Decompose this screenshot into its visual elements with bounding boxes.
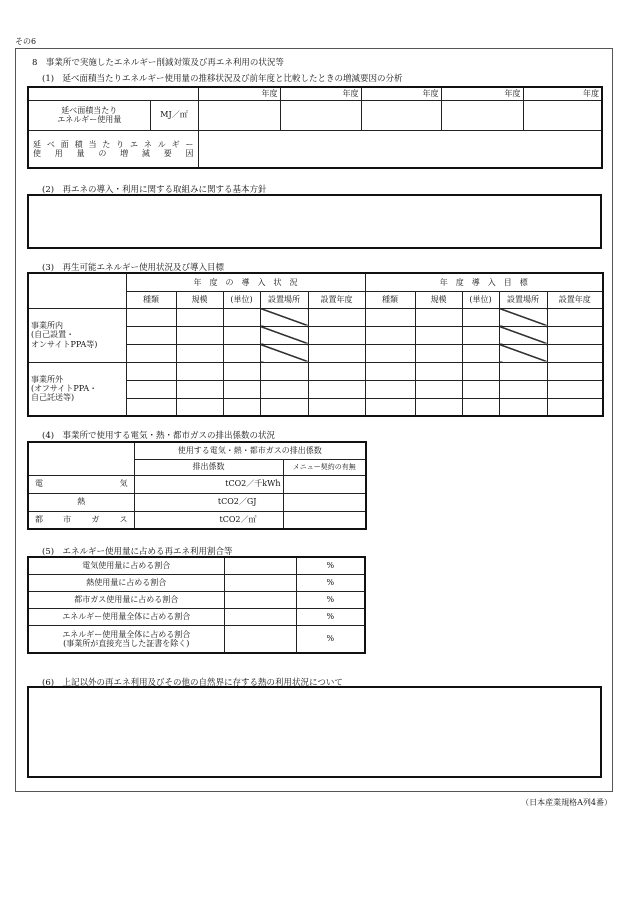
table-cell[interactable] [415, 380, 462, 398]
table-cell[interactable] [223, 344, 260, 362]
table-cell[interactable] [499, 344, 547, 362]
table-cell[interactable] [176, 398, 223, 416]
table-cell[interactable] [462, 326, 499, 344]
s4-table [27, 441, 367, 530]
s1-value-4[interactable] [441, 100, 523, 130]
s3-group-target: 年 度 導 入 目 標 [365, 273, 603, 291]
s4-city-gas-menu[interactable] [283, 511, 366, 529]
table-cell[interactable] [547, 362, 603, 380]
s3-col-scale: 規模 [176, 291, 223, 308]
table-cell[interactable] [260, 308, 308, 326]
table-cell[interactable] [176, 326, 223, 344]
table-cell[interactable] [308, 362, 365, 380]
table-cell[interactable] [499, 380, 547, 398]
s1-heading: (1) 延べ面積当たりエネルギー使用量の推移状況及び前年度と比較したときの増減要因の分析 [42, 74, 403, 84]
s4-col-coef: 排出係数 [134, 459, 283, 475]
table-cell[interactable] [462, 344, 499, 362]
section-title: 8 事業所で実施したエネルギー削減対策及び再エネ利用の状況等 [32, 58, 284, 68]
s4-row-city-gas: 都 市 ガ ス [28, 511, 134, 529]
s5-pct: % [296, 574, 365, 591]
s5-table [27, 556, 366, 654]
s3-col-unit-target: (単位) [462, 291, 499, 308]
table-cell[interactable] [365, 326, 415, 344]
table-cell[interactable] [126, 362, 176, 380]
table-cell[interactable] [223, 362, 260, 380]
table-cell[interactable] [176, 308, 223, 326]
table-cell[interactable] [126, 344, 176, 362]
s5-row-total-excl: エネルギー使用量全体に占める割合 (事業所が直接充当した証書を除く) [28, 625, 224, 653]
s1-year-2: 年度 [280, 87, 361, 100]
table-cell[interactable] [499, 308, 547, 326]
s5-city-gas-value[interactable] [224, 591, 296, 608]
s5-row-city-gas: 都市ガス使用量に占める割合 [28, 591, 224, 608]
table-cell[interactable] [547, 326, 603, 344]
table-cell[interactable] [415, 344, 462, 362]
table-cell[interactable] [547, 380, 603, 398]
s3-onsite-label: 事業所内 (自己設置・ オンサイトPPA等) [28, 308, 126, 362]
s5-pct: % [296, 625, 365, 653]
table-cell[interactable] [365, 398, 415, 416]
s3-col-unit: (単位) [223, 291, 260, 308]
s4-heat-menu[interactable] [283, 493, 366, 511]
table-cell[interactable] [308, 344, 365, 362]
s1-year-5: 年度 [523, 87, 602, 100]
s3-col-type-target: 種類 [365, 291, 415, 308]
s3-col-location-target: 設置場所 [499, 291, 547, 308]
s1-unit: MJ／㎡ [150, 100, 198, 130]
s1-value-3[interactable] [361, 100, 441, 130]
table-cell[interactable] [223, 398, 260, 416]
table-cell[interactable] [223, 308, 260, 326]
s5-row-heat: 熱使用量に占める割合 [28, 574, 224, 591]
table-cell[interactable] [223, 380, 260, 398]
table-cell[interactable] [462, 380, 499, 398]
s3-group-current: 年 度 の 導 入 状 況 [126, 273, 365, 291]
s2-policy-field[interactable] [27, 194, 602, 249]
table-cell[interactable] [462, 362, 499, 380]
table-cell[interactable] [308, 308, 365, 326]
s5-electricity-value[interactable] [224, 557, 296, 574]
s5-row-electricity: 電気使用量に占める割合 [28, 557, 224, 574]
s5-total-value[interactable] [224, 608, 296, 625]
s1-intensity-label: 延べ面積当たり エネルギー使用量 [28, 100, 150, 130]
s5-row-total: エネルギー使用量全体に占める割合 [28, 608, 224, 625]
table-cell[interactable] [365, 344, 415, 362]
s5-heading: (5) エネルギー使用量に占める再エネ利用割合等 [42, 547, 233, 557]
s3-col-location: 設置場所 [260, 291, 308, 308]
table-cell[interactable] [462, 398, 499, 416]
s4-city-gas-unit[interactable]: tCO2／㎥ [134, 511, 283, 529]
table-cell[interactable] [499, 398, 547, 416]
s1-value-2[interactable] [280, 100, 361, 130]
s3-heading: (3) 再生可能エネルギー使用状況及び導入目標 [42, 263, 225, 273]
s1-year-3: 年度 [361, 87, 441, 100]
s3-col-scale-target: 規模 [415, 291, 462, 308]
s2-heading: (2) 再エネの導入・利用に関する取組みに関する基本方針 [42, 185, 267, 195]
s5-pct: % [296, 557, 365, 574]
s1-factor-field[interactable] [198, 130, 602, 168]
table-cell[interactable] [308, 380, 365, 398]
table-cell[interactable] [176, 344, 223, 362]
table-cell[interactable] [365, 380, 415, 398]
s4-heat-unit[interactable]: tCO2／GJ [134, 493, 283, 511]
s6-field[interactable] [27, 686, 602, 778]
table-cell[interactable] [415, 398, 462, 416]
s4-electricity-menu[interactable] [283, 475, 366, 493]
s1-factor-label: 延べ面積当たりエネルギー 使用量の増減要因 [28, 130, 198, 168]
table-cell[interactable] [415, 362, 462, 380]
s5-pct: % [296, 608, 365, 625]
table-cell[interactable] [260, 326, 308, 344]
s4-col-menu: メニュー契約の有無 [283, 459, 366, 475]
table-cell[interactable] [415, 308, 462, 326]
table-cell[interactable] [126, 308, 176, 326]
s3-col-year: 設置年度 [308, 291, 365, 308]
table-cell[interactable] [499, 326, 547, 344]
s5-pct: % [296, 591, 365, 608]
table-cell[interactable] [308, 398, 365, 416]
s3-offsite-label: 事業所外 (オフサイトPPA・ 自己託送等) [28, 362, 126, 416]
table-cell[interactable] [462, 308, 499, 326]
s1-corner [28, 87, 198, 100]
s3-corner [28, 273, 126, 308]
table-cell[interactable] [547, 398, 603, 416]
page-label: その6 [15, 37, 37, 46]
table-cell[interactable] [126, 326, 176, 344]
s1-year-1: 年度 [198, 87, 280, 100]
table-cell[interactable] [176, 380, 223, 398]
s5-heat-value[interactable] [224, 574, 296, 591]
table-cell[interactable] [415, 326, 462, 344]
table-cell[interactable] [223, 326, 260, 344]
s5-total-excl-value[interactable] [224, 625, 296, 653]
table-cell[interactable] [365, 308, 415, 326]
s6-heading: (6) 上記以外の再エネ利用及びその他の自然界に存する熱の利用状況について [42, 678, 343, 688]
s1-year-4: 年度 [441, 87, 523, 100]
table-cell[interactable] [308, 326, 365, 344]
table-cell[interactable] [260, 380, 308, 398]
table-cell[interactable] [176, 362, 223, 380]
table-cell[interactable] [260, 344, 308, 362]
table-cell[interactable] [126, 398, 176, 416]
s4-electricity-unit[interactable]: tCO2／千kWh [134, 475, 283, 493]
s4-row-electricity: 電 気 [28, 475, 134, 493]
s1-value-5[interactable] [523, 100, 602, 130]
s3-col-year-target: 設置年度 [547, 291, 603, 308]
s1-value-1[interactable] [198, 100, 280, 130]
s4-corner [28, 442, 134, 475]
table-cell[interactable] [547, 308, 603, 326]
table-cell[interactable] [365, 362, 415, 380]
s1-table [27, 86, 603, 169]
table-cell[interactable] [126, 380, 176, 398]
s3-col-type: 種類 [126, 291, 176, 308]
table-cell[interactable] [260, 398, 308, 416]
s4-col-group: 使用する電気・熱・都市ガスの排出係数 [134, 442, 366, 459]
table-cell[interactable] [260, 362, 308, 380]
s3-table [27, 272, 604, 417]
s4-heading: (4) 事業所で使用する電気・熱・都市ガスの排出係数の状況 [42, 431, 276, 441]
table-cell[interactable] [499, 362, 547, 380]
s4-row-heat: 熱 [28, 493, 134, 511]
table-cell[interactable] [547, 344, 603, 362]
footer-note: （日本産業規格A列4番） [521, 798, 612, 807]
